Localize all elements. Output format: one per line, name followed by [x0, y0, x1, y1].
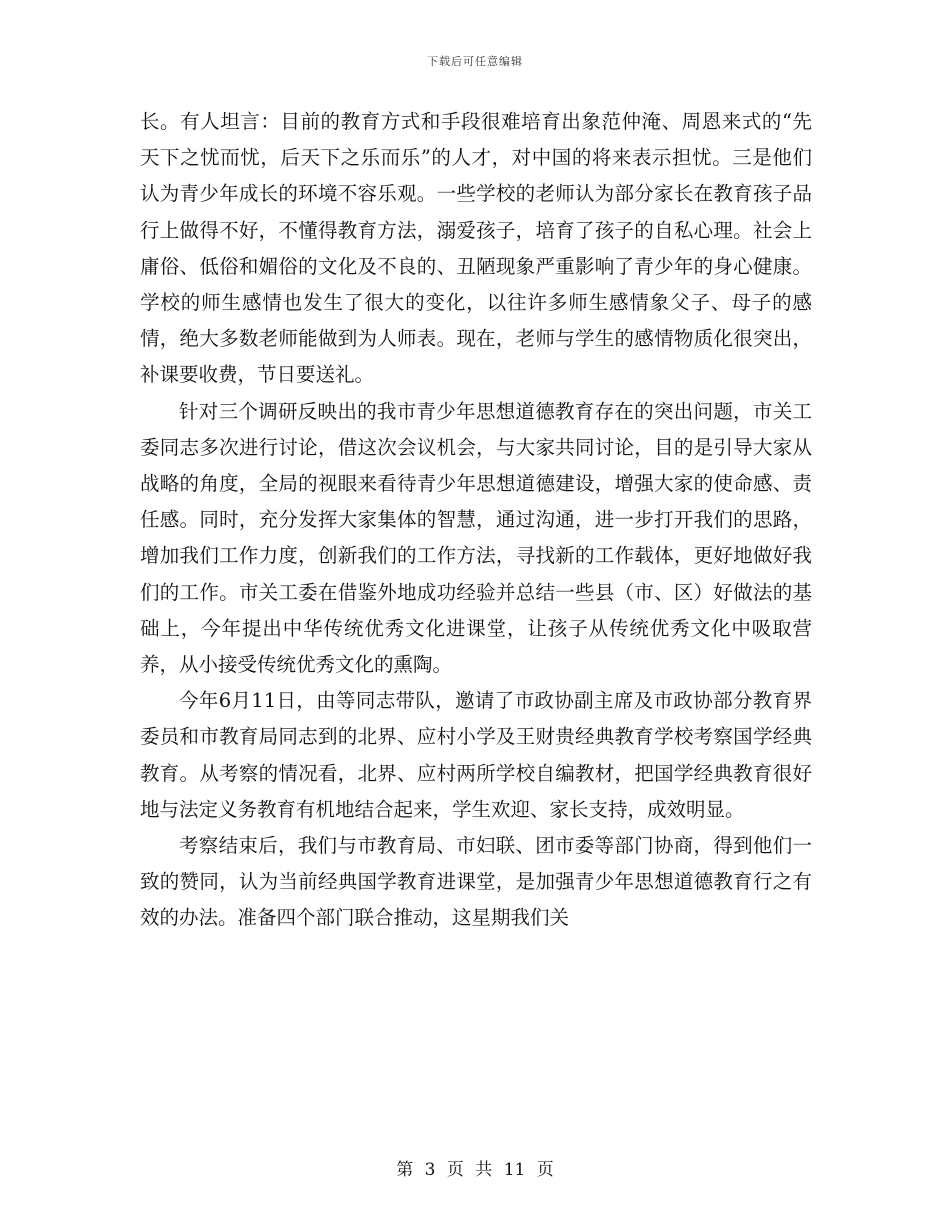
page-header-note: 下载后可任意编辑: [427, 55, 523, 68]
paragraph-4: 考察结束后，我们与市教育局、市妇联、团市委等部门协商，得到他们一致的赞同，认为当前经典国学教育进课堂，是加强青少年思想道德教育行之有效的办法。准备四个部门联合推动，这星期我们关: [140, 834, 812, 930]
document-body: [140, 104, 812, 937]
paragraph-3: 今年6月11日，由等同志带队，邀请了市政协副主席及市政协部分教育界委员和市教育局同志到的北界、应村小学及王财贵经典教育学校考察国学经典教育。从考察的情况看，北界、应村两所学校自编教材，把国学经典教育很好地与法定义务教育有机地结合起来，学生欢迎、家长支持，成效明显。: [140, 689, 812, 821]
paragraph-2: 针对三个调研反映出的我市青少年思想道德教育存在的突出问题，市关工委同志多次进行讨论，借这次会议机会，与大家共同讨论，目的是引导大家从战略的角度，全局的视眼来看待青少年思想道德建设，增强大家的使命感、责任感。同时，充分发挥大家集体的智慧，通过沟通，进一步打开我们的思路，增加我们工作力度，创新我们的工作方法，寻找新的工作载体，更好地做好我们的工作。市关工委在借鉴外地成功经验并总结一些县（市、区）好做法的基础上，今年提出中华传统优秀文化进课堂，让孩子从传统优秀文化中吸取营养，从小接受传统优秀文化的熏陶。: [140, 399, 812, 677]
paragraph-1-continuation: 长。有人坦言：目前的教育方式和手段很难培育出象范仲淹、周恩来式的“先天下之忧而忧，后天下之乐而乐”的人才，对中国的将来表示担忧。三是他们认为青少年成长的环境不容乐观。一些学校的老师认为部分家长在教育孩子品行上做得不好，不懂得教育方法，溺爱孩子，培育了孩子的自私心理。社会上庸俗、低俗和媚俗的文化及不良的、丑陋现象严重影响了青少年的身心健康。学校的师生感情也发生了很大的变化，以往许多师生感情象父子、母子的感情，绝大多数老师能做到为人师表。现在，老师与学生的感情物质化很突出，补课要收费，节日要送礼。: [140, 110, 812, 387]
page-number-footer: 第 3 页 共 11 页: [396, 1160, 554, 1180]
